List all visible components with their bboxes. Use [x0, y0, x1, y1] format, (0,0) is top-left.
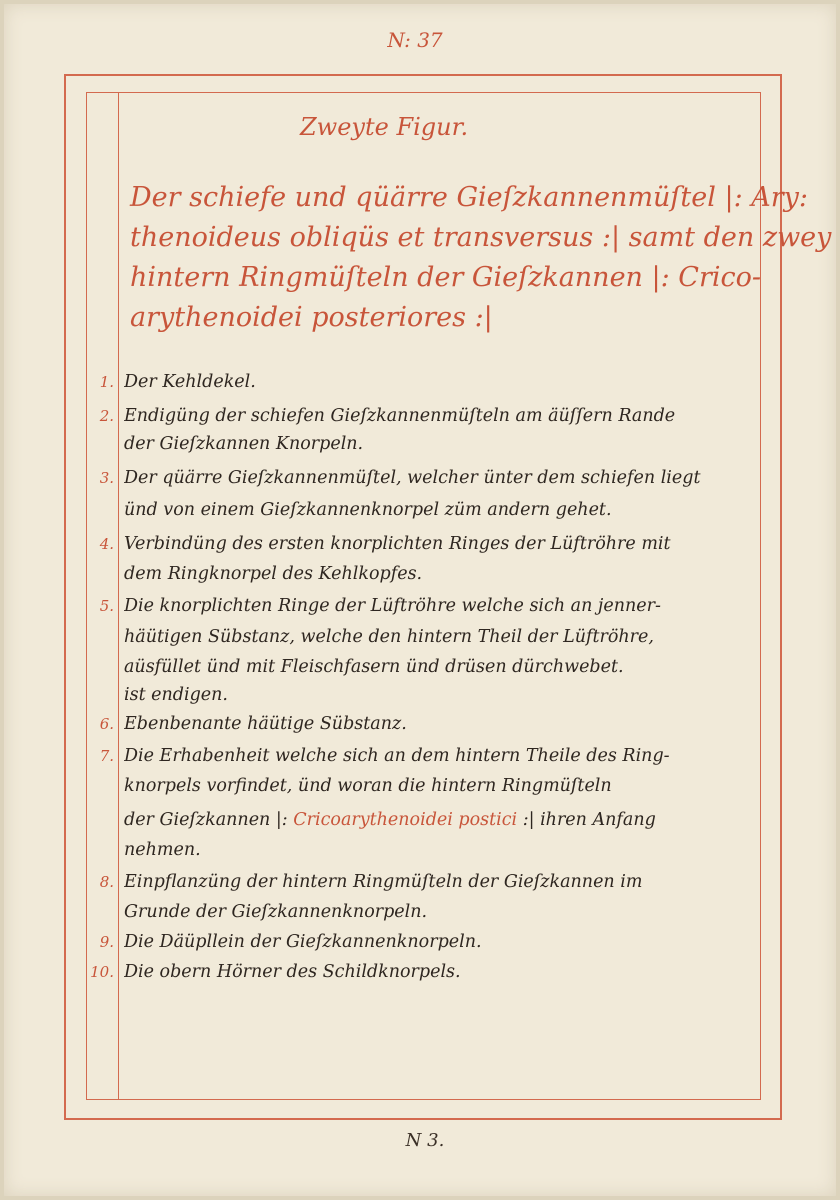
folio-number-bottom: N 3.	[405, 1130, 445, 1151]
list-item-continuation	[0, 623, 840, 651]
heading-line: thenoideus obliqüs et transversus :| samt den zwey	[130, 222, 832, 253]
figure-title: Zweyte Figur.	[300, 113, 469, 141]
item-text: Einpflanzüng der hintern Ringmüſteln der Gieſzkannen im	[124, 872, 643, 892]
heading-line: Der schiefe und qüärre Gieſzkannenmüſtel |: Ary:	[130, 182, 809, 213]
item-text: Die knorplichten Ringe der Lüftröhre welche sich an jenner-	[124, 596, 661, 616]
folio-number-top: N: 37	[387, 28, 443, 52]
item-number: 5.	[99, 597, 114, 615]
list-item-continuation	[0, 898, 840, 926]
figure-heading	[130, 178, 832, 338]
item-text: Endigüng der schiefen Gieſzkannenmüſteln am äüſſern Rande	[124, 406, 676, 426]
item-text-with-latin: der Gieſzkannen |: Cricoarythenoidei postici :| ihren Anfang	[124, 810, 656, 830]
list-item	[0, 464, 840, 492]
list-item-continuation	[0, 653, 840, 681]
list-item	[0, 868, 840, 896]
list-item-continuation	[0, 496, 840, 524]
item-text: dem Ringknorpel des Kehlkopfes.	[124, 564, 423, 584]
item-text: nehmen.	[124, 840, 201, 860]
list-item	[0, 368, 840, 396]
item-text: knorpels vorfindet, ünd woran die hintern Ringmüſteln	[124, 776, 612, 796]
item-text: Der Kehldekel.	[124, 372, 256, 392]
list-item	[0, 742, 840, 770]
item-number: 6.	[99, 715, 114, 733]
list-item-continuation	[0, 681, 840, 709]
item-number: 2.	[99, 407, 114, 425]
item-text: Ebenbenante häütige Sübstanz.	[124, 714, 407, 734]
list-item-continuation	[0, 560, 840, 588]
item-text: Verbindüng des ersten knorplichten Ringes der Lüftröhre mit	[124, 534, 671, 554]
heading-line: arythenoidei posteriores :|	[130, 302, 493, 333]
item-text: ist endigen.	[124, 685, 228, 705]
item-text: Die Erhabenheit welche sich an dem hintern Theile des Ring-	[124, 746, 670, 766]
item-text: Die Däüpllein der Gieſzkannenknorpeln.	[124, 932, 482, 952]
list-item	[0, 592, 840, 620]
item-number: 4.	[99, 535, 114, 553]
item-number: 7.	[99, 747, 114, 765]
list-item	[0, 928, 840, 956]
list-item	[0, 530, 840, 558]
item-text: Der qüärre Gieſzkannenmüſtel, welcher ünter dem schiefen liegt	[124, 468, 701, 488]
item-number: 1.	[99, 373, 114, 391]
item-text: aüsfüllet ünd mit Fleischfasern ünd drüsen dürchwebet.	[124, 657, 624, 677]
item-number: 10.	[90, 963, 114, 981]
item-number: 3.	[99, 469, 114, 487]
item-text: häütigen Sübstanz, welche den hintern Theil der Lüftröhre,	[124, 627, 654, 647]
item-text: der Gieſzkannen Knorpeln.	[124, 434, 364, 454]
list-item-continuation	[0, 430, 840, 458]
item-number: 9.	[99, 933, 114, 951]
list-item	[0, 958, 840, 986]
list-item	[0, 402, 840, 430]
item-text: ünd von einem Gieſzkannenknorpel züm andern gehet.	[124, 500, 612, 520]
item-text: Grunde der Gieſzkannenknorpeln.	[124, 902, 428, 922]
item-text: Die obern Hörner des Schildknorpels.	[124, 962, 461, 982]
list-item-continuation	[0, 836, 840, 864]
list-item-continuation	[0, 772, 840, 800]
latin-term: Cricoarythenoidei postici	[293, 810, 518, 830]
item-number: 8.	[99, 873, 114, 891]
list-item	[0, 710, 840, 738]
list-item-continuation	[0, 806, 840, 834]
heading-line: hintern Ringmüſteln der Gieſzkannen |: Crico-	[130, 262, 761, 293]
